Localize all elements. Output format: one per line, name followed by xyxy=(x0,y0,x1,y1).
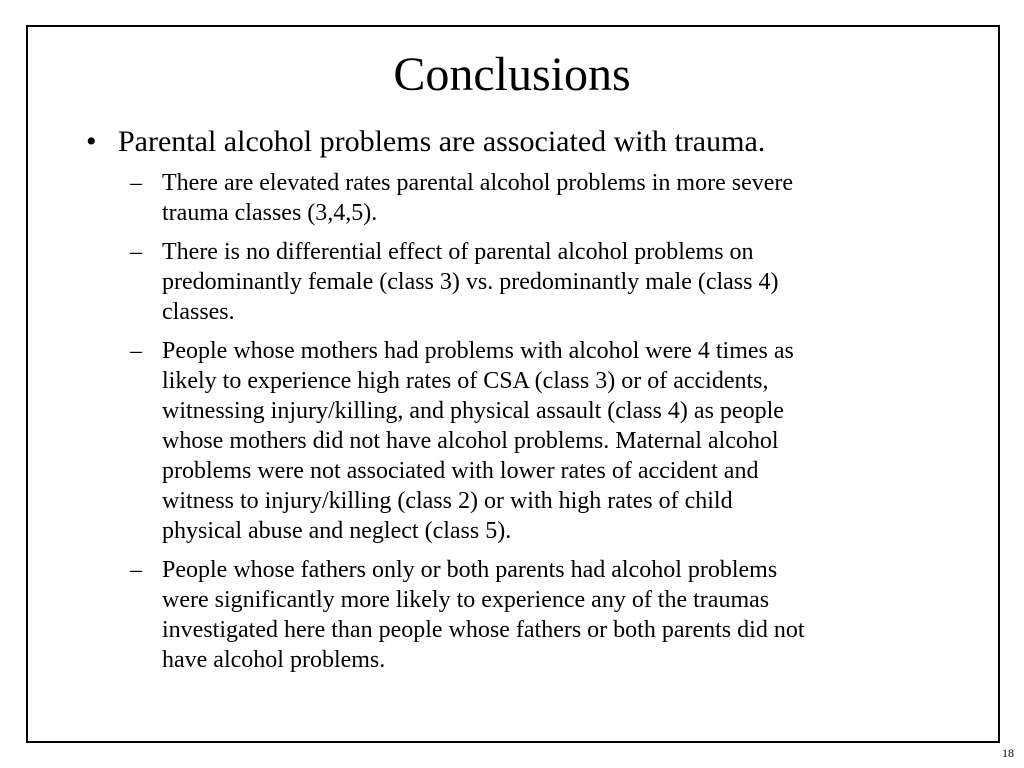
sub-point-marker: – xyxy=(130,239,142,265)
page-number: 18 xyxy=(1002,746,1014,760)
sub-point xyxy=(130,168,930,228)
sub-point-list xyxy=(130,168,930,684)
sub-point-line: trauma classes (3,4,5). xyxy=(162,200,378,226)
bullet-marker: • xyxy=(86,125,97,158)
sub-point-line: likely to experience high rates of CSA (class 3) or of accidents, xyxy=(162,368,769,394)
slide-title: Conclusions xyxy=(393,48,631,101)
sub-point-line: There is no differential effect of parental alcohol problems on xyxy=(162,239,754,265)
main-point-text: Parental alcohol problems are associated with trauma. xyxy=(118,125,766,158)
sub-point-line: physical abuse and neglect (class 5). xyxy=(162,518,512,544)
sub-point-line: investigated here than people whose fathers or both parents did not xyxy=(162,617,805,643)
sub-point-marker: – xyxy=(130,170,142,196)
sub-point-line: witnessing injury/killing, and physical assault (class 4) as people xyxy=(162,398,784,424)
sub-point-line: problems were not associated with lower rates of accident and xyxy=(162,458,759,484)
sub-point xyxy=(130,555,930,675)
sub-point-marker: – xyxy=(130,338,142,364)
sub-point-line: whose mothers did not have alcohol problems. Maternal alcohol xyxy=(162,428,779,454)
sub-point-line: People whose mothers had problems with alcohol were 4 times as xyxy=(162,338,794,364)
sub-point-line: predominantly female (class 3) vs. predominantly male (class 4) xyxy=(162,269,779,295)
sub-point xyxy=(130,336,930,546)
sub-point-line: witness to injury/killing (class 2) or with high rates of child xyxy=(162,488,733,514)
sub-point-line: were significantly more likely to experience any of the traumas xyxy=(162,587,770,613)
sub-point-line: There are elevated rates parental alcohol problems in more severe xyxy=(162,170,794,196)
sub-point xyxy=(130,237,930,327)
sub-point-line: People whose fathers only or both parents had alcohol problems xyxy=(162,557,778,583)
sub-point-line: have alcohol problems. xyxy=(162,647,386,673)
sub-point-marker: – xyxy=(130,557,142,583)
sub-point-line: classes. xyxy=(162,299,235,325)
